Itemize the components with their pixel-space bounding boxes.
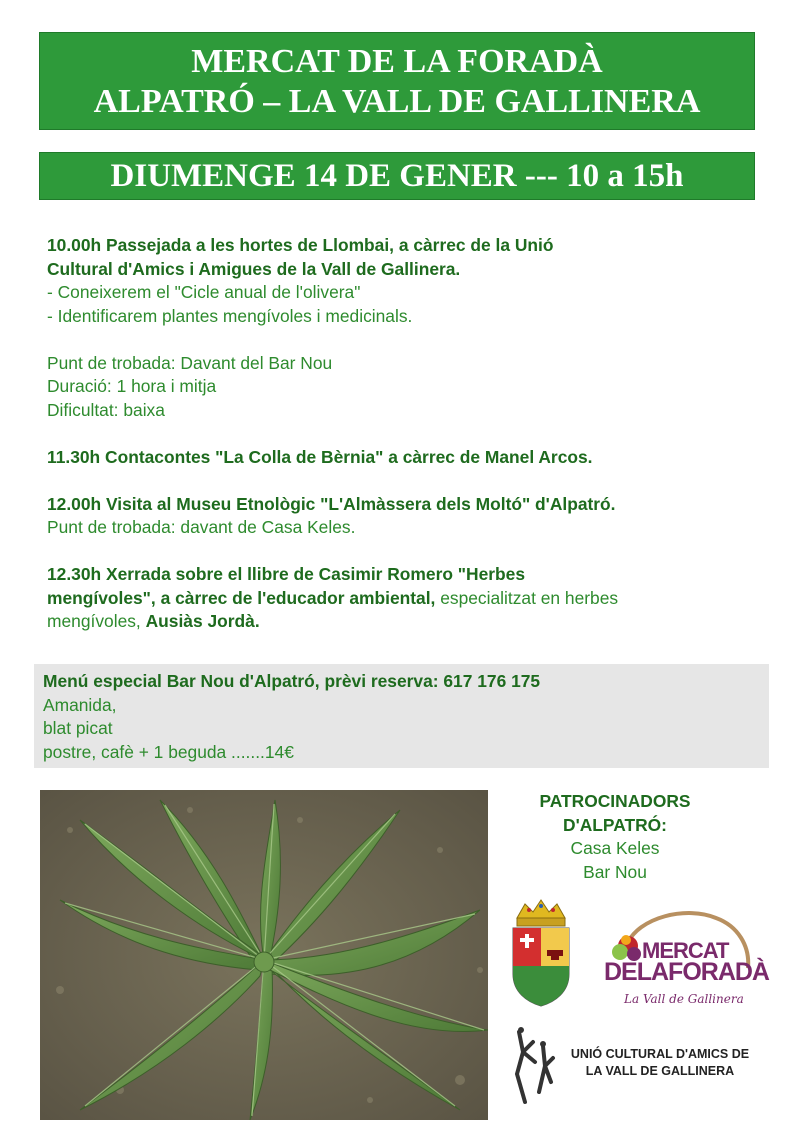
title-line-2: ALPATRÓ – LA VALL DE GALLINERA (93, 83, 701, 120)
item2-heading: 11.30h Contacontes "La Colla de Bèrnia" a càrrec de Manel Arcos. (47, 446, 593, 467)
menu-line2: blat picat (43, 718, 113, 738)
sponsors-title-line1: PATROCINADORS (539, 791, 691, 811)
item3-heading: 12.00h Visita al Museu Etnològic "L'Almàssera dels Moltó" d'Alpatró. (47, 493, 616, 514)
union-cultural-logo (507, 1018, 763, 1116)
item1-heading-line2: Cultural d'Amics i Amigues de la Vall de Gallinera. (47, 258, 461, 279)
union-text (555, 1046, 765, 1080)
mercat-logo-tagline: La Vall de Gallinera (624, 992, 744, 1006)
date-line: DIUMENGE 14 DE GENER --- 10 a 15h (110, 158, 684, 194)
sponsors-block (496, 790, 734, 884)
item4-line2-bold: mengívoles", a càrrec de l'educador ambiental, (47, 587, 436, 608)
program-section (47, 234, 767, 634)
item1-bullet1: - Coneixerem el "Cicle anual de l'olivera" (47, 282, 361, 302)
alpatro-coat-of-arms-logo (505, 896, 577, 1008)
coat-of-arms-icon (505, 896, 577, 1008)
item4-line3-bold: Ausiàs Jordà. (145, 611, 260, 631)
menu-heading: Menú especial Bar Nou d'Alpatró, prèvi reserva: 617 176 175 (43, 671, 541, 691)
item1-meeting: Punt de trobada: Davant del Bar Nou (47, 352, 333, 373)
title-line-1: MERCAT DE LA FORADÀ (191, 43, 603, 80)
sponsor-bar-nou: Bar Nou (583, 861, 647, 882)
item4-line2-normal: especialitzat en herbes (435, 587, 619, 608)
item1-duration: Duració: 1 hora i mitja (47, 376, 217, 396)
union-line1: UNIÓ CULTURAL D'AMICS DE (570, 1047, 750, 1061)
menu-line3: postre, cafè + 1 beguda .......14€ (43, 741, 294, 762)
union-line2: LA VALL DE GALLINERA (585, 1064, 735, 1078)
item4-line3 (47, 610, 767, 634)
menu-line1: Amanida, (43, 694, 117, 715)
item4-line2 (47, 587, 767, 611)
item1-difficulty: Dificultat: baixa (47, 399, 165, 420)
wild-plant-photo (40, 790, 488, 1120)
item3-meeting: Punt de trobada: davant de Casa Keles. (47, 517, 356, 537)
item4-line1: 12.30h Xerrada sobre el llibre de Casimir Romero "Herbes (47, 564, 525, 584)
item1-bullet2: - Identificarem plantes mengívoles i medicinals. (47, 305, 413, 326)
mercat-logo-line2: DELAFORADÀ (604, 958, 769, 986)
plant-photo-illustration (40, 790, 488, 1120)
mercat-forada-logo (598, 906, 769, 1012)
sponsors-title-line2: D'ALPATRÓ: (563, 814, 667, 835)
item4-line3-normal: mengívoles, (47, 611, 146, 631)
date-banner (39, 152, 755, 200)
sponsor-casa-keles: Casa Keles (570, 838, 660, 858)
menu-box (34, 664, 769, 768)
mercat-logo-line1: MERCAT (642, 938, 729, 963)
item1-heading-line1: 10.00h Passejada a les hortes de Llombai, a càrrec de la Unió (47, 235, 554, 255)
union-figures-icon (509, 1022, 559, 1112)
title-banner (39, 32, 755, 130)
